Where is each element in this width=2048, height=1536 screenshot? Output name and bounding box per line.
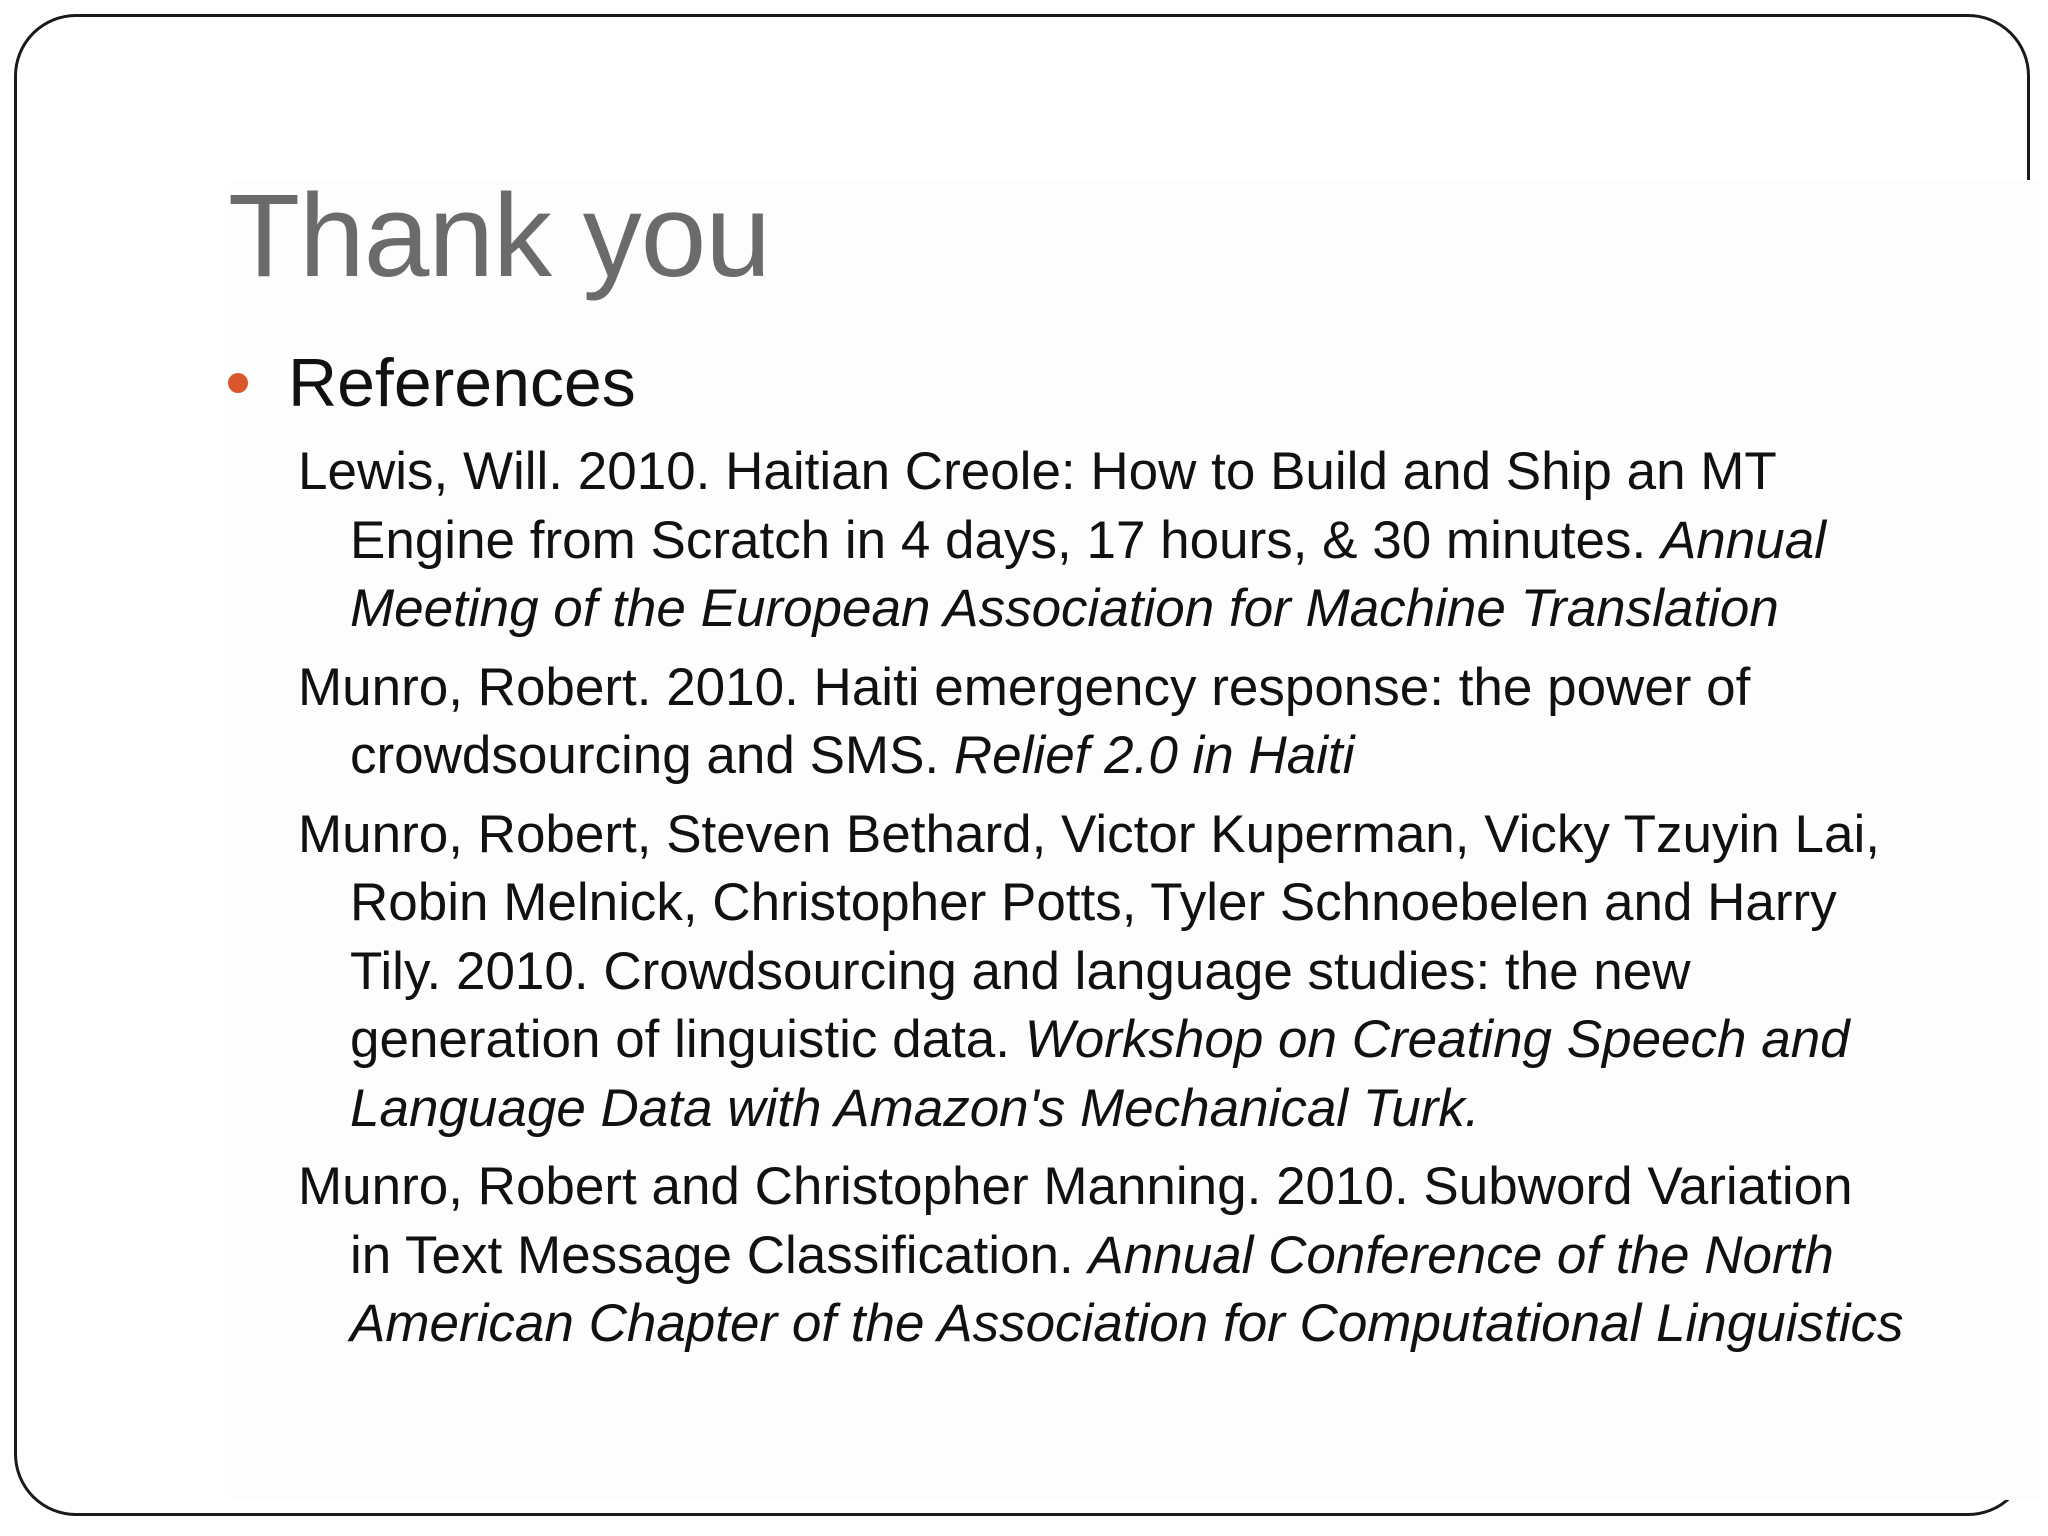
reference-text: Munro, Robert. 2010. Haiti emergency response: the power of crowdsourcing and SMS. bbox=[298, 657, 1751, 785]
reference-text: Munro, Robert, Steven Bethard, Victor Kuperman, Vicky Tzuyin Lai, Robin Melnick, Christopher Potts, Tyler Schnoebelen and Harry Tily. 2010. Crowdsourcing and language studies: the new generation of linguistic data. bbox=[298, 804, 1880, 1069]
reference-item bbox=[298, 438, 1908, 644]
reference-venue: Workshop on Creating Speech and Language Data with Amazon's Mechanical Turk. bbox=[350, 1010, 1850, 1138]
reference-item bbox=[298, 654, 1908, 791]
reference-venue: Annual Conference of the North American Chapter of the Association for Computational Linguistics bbox=[350, 1225, 1904, 1353]
slide-title: Thank you bbox=[228, 170, 770, 302]
reference-item bbox=[298, 1153, 1908, 1359]
bullet-dot-icon bbox=[228, 373, 248, 393]
references-list bbox=[298, 438, 1908, 1369]
reference-item bbox=[298, 801, 1908, 1144]
reference-text: Munro, Robert and Christopher Manning. 2010. Subword Variation in Text Message Classification. bbox=[298, 1157, 1853, 1285]
references-heading: References bbox=[288, 345, 636, 421]
reference-venue: Relief 2.0 in Haiti bbox=[953, 726, 1355, 785]
reference-venue: Annual Meeting of the European Association for Machine Translation bbox=[350, 510, 1826, 638]
reference-text: Lewis, Will. 2010. Haitian Creole: How to Build and Ship an MT Engine from Scratch in 4 days, 17 hours, & 30 minutes. bbox=[298, 442, 1776, 570]
references-bullet bbox=[228, 340, 636, 426]
